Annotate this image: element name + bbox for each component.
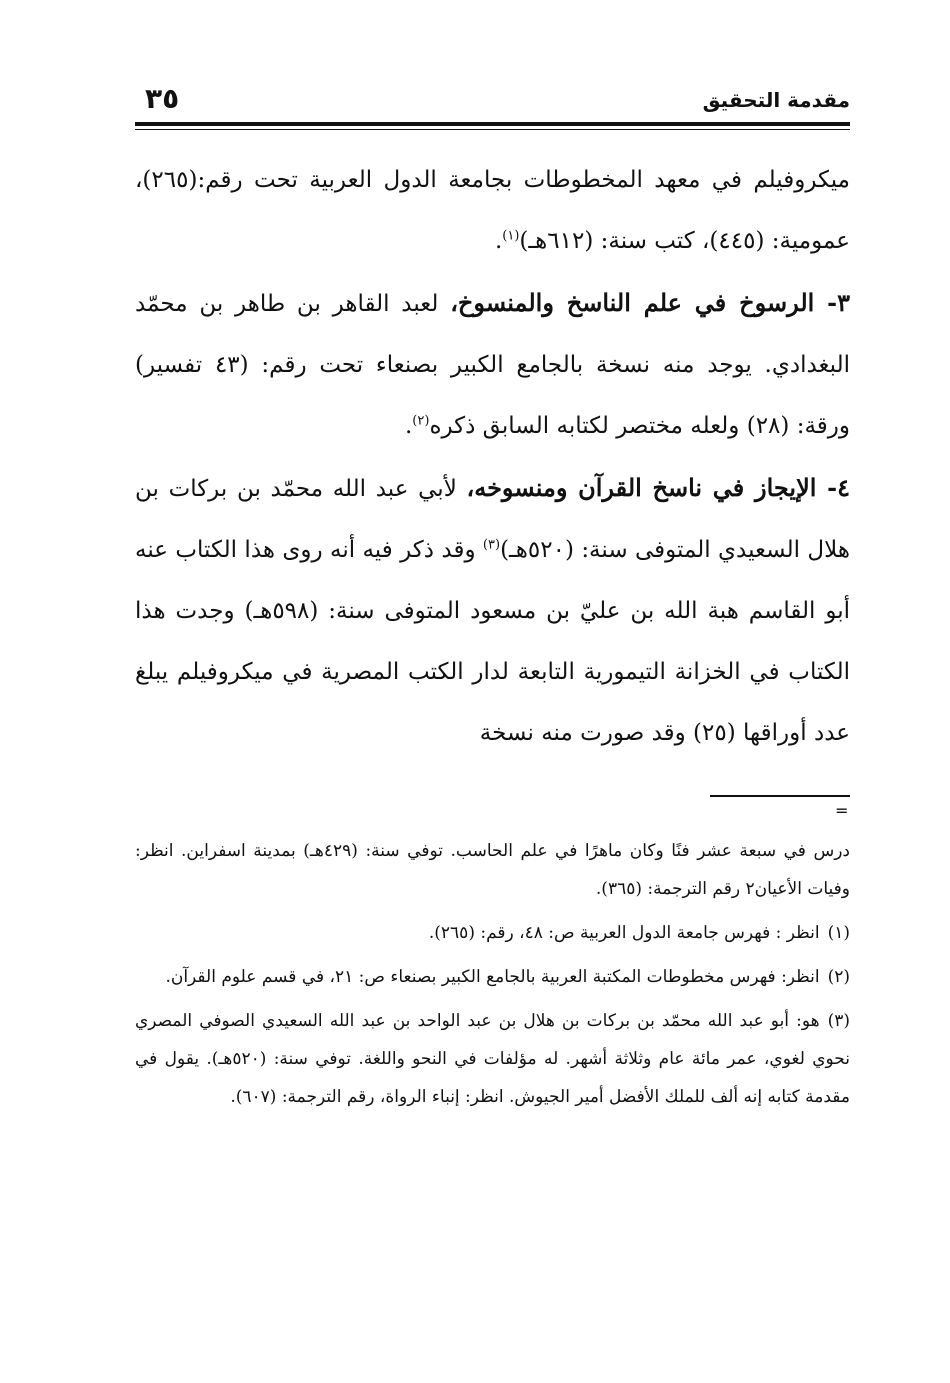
footnote-continuation-mark: = bbox=[835, 801, 849, 820]
footnote-text: انظر : فهرس جامعة الدول العربية ص: ٤٨، رقم: (٢٦٥). bbox=[428, 923, 820, 943]
entry-3-end: . bbox=[404, 413, 413, 439]
footnote-ref-2: (٢) bbox=[412, 413, 430, 429]
footnote-ref-1: (١) bbox=[502, 228, 520, 244]
footnote-number: (٣) bbox=[827, 1011, 850, 1031]
entry-3-text: لعبد القاهر بن طاهر بن محمّد البغدادي. يوجد منه نسخة بالجامع الكبير بصنعاء تحت رقم: (٤٣ تفسير) ورقة: (٢٨) ولعله مختصر لكتابه السابق ذكره bbox=[135, 291, 850, 439]
entry-4-text-b: وقد ذكر فيه أنه روى هذا الكتاب عنه أبو القاسم هبة الله بن عليّ بن مسعود المتوفى سنة: (٥٩٨هـ) وجدت هذا الكتاب في الخزانة التيمورية التابعة لدار الكتب المصرية في ميكروفيلم يبلغ عدد أوراقها (٢٥) وقد صورت منه نسخة bbox=[135, 537, 850, 746]
footnote-text: هو: أبو عبد الله محمّد بن بركات بن هلال بن عبد الواحد بن عبد الله السعيدي الصوفي المصري نحوي لغوي، عمر مائة عام وثلاثة أشهر. له مؤلفات في النحو واللغة. توفي سنة: (٥٢٠هـ). يقول في مقدمة كتابه إنه ألف للملك الأفضل أمير الجيوش. انظر: إنباء الرواة، رقم الترجمة: (٦٠٧). bbox=[135, 1011, 850, 1107]
page-number: ٣٥ bbox=[145, 82, 180, 115]
entry-4 bbox=[135, 457, 850, 764]
footnote-carryover: درس في سبعة عشر فنًا وكان ماهرًا في علم الحاسب. توفي سنة: (٤٢٩هـ) بمدينة اسفراين. انظر: وفيات الأعيان٢ رقم الترجمة: (٣٦٥). bbox=[135, 841, 850, 899]
footnote-separator bbox=[710, 795, 850, 797]
footnote-number: (٢) bbox=[827, 967, 850, 987]
header-rule-thin bbox=[135, 129, 850, 130]
paragraph-end: . bbox=[494, 228, 503, 254]
entry-3-title: ٣- الرسوخ في علم الناسخ والمنسوخ، bbox=[450, 288, 850, 317]
paragraph-text: ميكروفيلم في معهد المخطوطات بجامعة الدول العربية تحت رقم:(٢٦٥)، عمومية: (٤٤٥)، كتب سنة: (٦١٢هـ) bbox=[135, 167, 850, 254]
entry-3 bbox=[135, 272, 850, 457]
entry-4-text-a: لأبي عبد الله محمّد بن بركات بن هلال السعيدي المتوفى سنة: (٥٢٠هـ) bbox=[135, 476, 850, 563]
footnote-number: (١) bbox=[827, 923, 850, 943]
main-text bbox=[135, 150, 850, 764]
page-header bbox=[135, 82, 850, 122]
footnote-3 bbox=[135, 1002, 850, 1116]
paragraph-continuation bbox=[135, 150, 850, 272]
footnote-2 bbox=[135, 958, 850, 996]
footnotes bbox=[135, 832, 850, 1116]
header-rule-thick bbox=[135, 122, 850, 126]
footnote-1 bbox=[135, 914, 850, 952]
footnote-ref-3: (٣) bbox=[482, 537, 501, 553]
footnote-text: انظر: فهرس مخطوطات المكتبة العربية بالجامع الكبير بصنعاء ص: ٢١، في قسم علوم القرآن. bbox=[165, 967, 820, 987]
running-title: مقدمة التحقيق bbox=[702, 88, 850, 112]
entry-4-title: ٤- الإيجاز في ناسخ القرآن ومنسوخه، bbox=[466, 473, 850, 502]
